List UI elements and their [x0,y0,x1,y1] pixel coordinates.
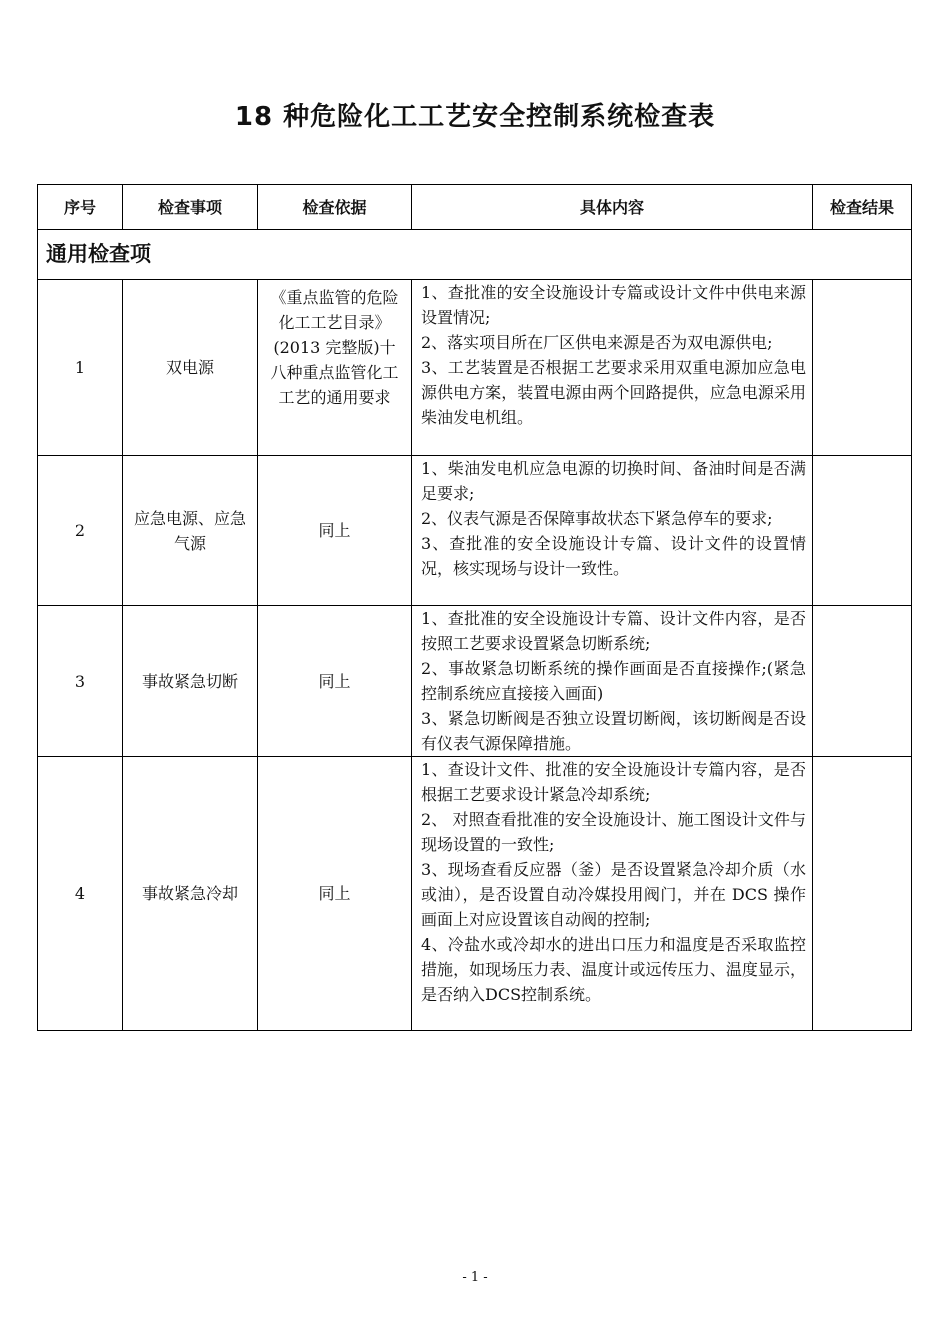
detail-line: 2、落实项目所在厂区供电来源是否为双电源供电; [421,333,773,352]
section-title-general: 通用检查项 [38,230,912,280]
detail-line: 1、查批准的安全设施设计专篇或设计文件中供电来源设置情况; [421,283,806,327]
page-number: - 1 - [462,1270,488,1285]
section-row-general [38,230,912,280]
row-seq: 2 [38,456,123,606]
row-seq: 4 [38,757,123,1031]
detail-line: 3、紧急切断阀是否独立设置切断阀，该切断阀是否设有仪表气源保障措施。 [421,709,806,753]
row-basis: 同上 [258,757,412,1031]
row-item: 应急电源、应急气源 [123,456,258,606]
header-basis: 检查依据 [258,185,412,230]
row-detail [412,280,813,456]
row-result[interactable] [813,757,912,1031]
detail-line: 3、现场查看反应器（釜）是否设置紧急冷却介质（水或油），是否设置自动冷媒投用阀门，并在 DCS 操作画面上对应设置该自动阀的控制; [421,860,806,929]
row-item: 双电源 [123,280,258,456]
row-basis: 《重点监管的危险化工工艺目录》(2013 完整版)十八种重点监管化工工艺的通用要求 [258,280,412,456]
row-seq: 1 [38,280,123,456]
header-detail: 具体内容 [412,185,813,230]
row-detail [412,606,813,757]
detail-line: 2、 对照查看批准的安全设施设计、施工图设计文件与现场设置的一致性; [421,810,806,854]
detail-line: 2、事故紧急切断系统的操作画面是否直接操作;(紧急控制系统应直接接入画面) [421,659,806,703]
row-result[interactable] [813,606,912,757]
row-item: 事故紧急切断 [123,606,258,757]
page-title: 18 种危险化工工艺安全控制系统检查表 [234,102,716,132]
detail-line: 4、冷盐水或冷却水的进出口压力和温度是否采取监控措施，如现场压力表、温度计或远传压力、温度显示，是否纳入DCS控制系统。 [421,935,806,1004]
detail-line: 2、仪表气源是否保障事故状态下紧急停车的要求; [421,509,773,528]
row-basis: 同上 [258,456,412,606]
detail-line: 1、柴油发电机应急电源的切换时间、备油时间是否满足要求; [421,459,806,503]
detail-line: 1、查设计文件、批准的安全设施设计专篇内容，是否根据工艺要求设计紧急冷却系统; [421,760,806,804]
header-result: 检查结果 [813,185,912,230]
row-result[interactable] [813,456,912,606]
checklist-table [37,184,912,1031]
detail-line: 1、查批准的安全设施设计专篇、设计文件内容，是否按照工艺要求设置紧急切断系统; [421,609,806,653]
detail-line: 3、工艺装置是否根据工艺要求采用双重电源加应急电源供电方案，装置电源由两个回路提供，应急电源采用柴油发电机组。 [421,358,806,427]
table-row [38,757,912,1031]
row-result[interactable] [813,280,912,456]
row-detail [412,456,813,606]
row-basis: 同上 [258,606,412,757]
row-detail [412,757,813,1031]
table-header-row [38,185,912,230]
table-row [38,606,912,757]
row-item: 事故紧急冷却 [123,757,258,1031]
table-row [38,456,912,606]
row-seq: 3 [38,606,123,757]
header-item: 检查事项 [123,185,258,230]
table-row [38,280,912,456]
detail-line: 3、查批准的安全设施设计专篇、设计文件的设置情况，核实现场与设计一致性。 [421,534,806,578]
header-seq: 序号 [38,185,123,230]
